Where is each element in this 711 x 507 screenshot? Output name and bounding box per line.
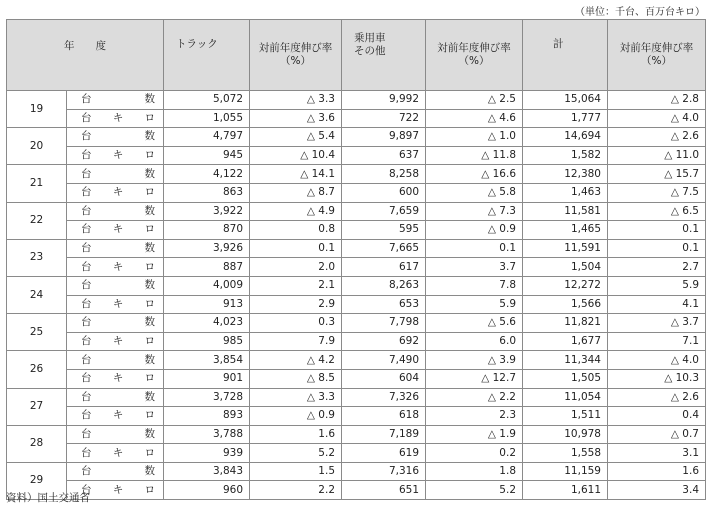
value-cell: △ 4.6 bbox=[426, 109, 523, 128]
table-row bbox=[7, 221, 706, 240]
value-cell: 0.1 bbox=[608, 239, 706, 258]
value-cell: 11,054 bbox=[523, 388, 608, 407]
value-cell: 1,511 bbox=[523, 407, 608, 426]
value-cell: 604 bbox=[342, 369, 426, 388]
row-label-char: 台 bbox=[81, 204, 92, 217]
value-cell: 945 bbox=[164, 146, 250, 165]
value-cell: 7.1 bbox=[608, 332, 706, 351]
table-row bbox=[7, 314, 706, 333]
value-cell: 637 bbox=[342, 146, 426, 165]
table-row bbox=[7, 276, 706, 295]
value-cell: 1,566 bbox=[523, 295, 608, 314]
table-row bbox=[7, 183, 706, 202]
row-label-char: 数 bbox=[144, 130, 155, 143]
row-label-km bbox=[67, 258, 164, 277]
row-label-char: ロ bbox=[144, 223, 155, 236]
row-label-char: 台 bbox=[81, 111, 92, 124]
unit-note: （単位：千台、百万台キロ） bbox=[575, 7, 705, 18]
value-cell: 4,009 bbox=[164, 276, 250, 295]
value-cell: △ 2.8 bbox=[608, 91, 706, 110]
row-label-char: ロ bbox=[144, 372, 155, 385]
row-label-char: 台 bbox=[81, 390, 92, 403]
row-label-char: ロ bbox=[144, 409, 155, 422]
row-label-char: ロ bbox=[144, 260, 155, 273]
value-cell: 1,504 bbox=[523, 258, 608, 277]
row-label-char: キ bbox=[112, 223, 124, 236]
table-row bbox=[7, 146, 706, 165]
value-cell: △ 0.7 bbox=[608, 425, 706, 444]
value-cell: 1.8 bbox=[426, 462, 523, 481]
value-cell: △ 3.9 bbox=[426, 351, 523, 370]
value-cell: 1,465 bbox=[523, 221, 608, 240]
value-cell: 0.1 bbox=[250, 239, 342, 258]
value-cell: △ 2.6 bbox=[608, 388, 706, 407]
value-cell: △ 3.3 bbox=[250, 91, 342, 110]
value-cell: 11,159 bbox=[523, 462, 608, 481]
row-label-km bbox=[67, 407, 164, 426]
value-cell: 595 bbox=[342, 221, 426, 240]
row-label-char: キ bbox=[112, 372, 124, 385]
value-cell: 960 bbox=[164, 481, 250, 500]
row-label-count bbox=[67, 165, 164, 184]
value-cell: △ 3.3 bbox=[250, 388, 342, 407]
year-cell: 19 bbox=[7, 91, 67, 128]
row-label-char: 台 bbox=[81, 186, 92, 199]
value-cell: 4,023 bbox=[164, 314, 250, 333]
row-label-char: ロ bbox=[144, 483, 155, 496]
row-label-char: キ bbox=[112, 335, 124, 348]
row-label-char: 台 bbox=[81, 149, 92, 162]
value-cell: 2.0 bbox=[250, 258, 342, 277]
value-cell: 11,581 bbox=[523, 202, 608, 221]
row-label-char: 台 bbox=[81, 242, 92, 255]
value-cell: △ 8.7 bbox=[250, 183, 342, 202]
row-label-count bbox=[67, 128, 164, 147]
value-cell: 7.8 bbox=[426, 276, 523, 295]
row-label-km bbox=[67, 332, 164, 351]
row-label-km bbox=[67, 146, 164, 165]
value-cell: △ 0.9 bbox=[250, 407, 342, 426]
value-cell: 1,777 bbox=[523, 109, 608, 128]
value-cell: 619 bbox=[342, 444, 426, 463]
value-cell: 3.1 bbox=[608, 444, 706, 463]
value-cell: 1,505 bbox=[523, 369, 608, 388]
row-label-km bbox=[67, 183, 164, 202]
row-label-count bbox=[67, 425, 164, 444]
row-label-char: 台 bbox=[81, 167, 92, 180]
value-cell: 2.3 bbox=[426, 407, 523, 426]
table-row bbox=[7, 165, 706, 184]
value-cell: 0.2 bbox=[426, 444, 523, 463]
value-cell: △ 3.7 bbox=[608, 314, 706, 333]
value-cell: △ 4.0 bbox=[608, 109, 706, 128]
value-cell: 14,694 bbox=[523, 128, 608, 147]
value-cell: 887 bbox=[164, 258, 250, 277]
table-row bbox=[7, 388, 706, 407]
row-label-char: 台 bbox=[81, 130, 92, 143]
row-label-char: キ bbox=[112, 297, 124, 310]
value-cell: △ 10.3 bbox=[608, 369, 706, 388]
row-label-count bbox=[67, 388, 164, 407]
value-cell: 651 bbox=[342, 481, 426, 500]
value-cell: 8,263 bbox=[342, 276, 426, 295]
value-cell: 0.3 bbox=[250, 314, 342, 333]
year-cell: 26 bbox=[7, 351, 67, 388]
value-cell: 3,788 bbox=[164, 425, 250, 444]
table-row bbox=[7, 407, 706, 426]
table-row bbox=[7, 481, 706, 500]
value-cell: 1,055 bbox=[164, 109, 250, 128]
value-cell: △ 11.8 bbox=[426, 146, 523, 165]
year-cell: 27 bbox=[7, 388, 67, 425]
row-label-char: 台 bbox=[81, 260, 92, 273]
row-label-km bbox=[67, 369, 164, 388]
row-label-count bbox=[67, 462, 164, 481]
value-cell: 0.4 bbox=[608, 407, 706, 426]
row-label-char: キ bbox=[112, 260, 124, 273]
year-cell: 22 bbox=[7, 202, 67, 239]
value-cell: 1,558 bbox=[523, 444, 608, 463]
value-cell: △ 12.7 bbox=[426, 369, 523, 388]
row-label-char: ロ bbox=[144, 149, 155, 162]
row-label-char: キ bbox=[112, 149, 124, 162]
row-label-char: 台 bbox=[81, 465, 92, 478]
row-label-char: キ bbox=[112, 483, 124, 496]
value-cell: 3,926 bbox=[164, 239, 250, 258]
row-label-char: 数 bbox=[144, 242, 155, 255]
value-cell: 11,591 bbox=[523, 239, 608, 258]
value-cell: △ 0.9 bbox=[426, 221, 523, 240]
value-cell: △ 2.6 bbox=[608, 128, 706, 147]
year-cell: 25 bbox=[7, 314, 67, 351]
table-body bbox=[7, 91, 706, 500]
row-label-count bbox=[67, 202, 164, 221]
value-cell: 870 bbox=[164, 221, 250, 240]
header-car: 乗用車 その他 bbox=[342, 20, 426, 91]
value-cell: 1.6 bbox=[250, 425, 342, 444]
value-cell: △ 7.5 bbox=[608, 183, 706, 202]
value-cell: 7,659 bbox=[342, 202, 426, 221]
row-label-char: 台 bbox=[81, 353, 92, 366]
value-cell: 9,992 bbox=[342, 91, 426, 110]
value-cell: 692 bbox=[342, 332, 426, 351]
value-cell: 985 bbox=[164, 332, 250, 351]
row-label-count bbox=[67, 91, 164, 110]
row-label-km bbox=[67, 109, 164, 128]
row-label-char: 台 bbox=[81, 372, 92, 385]
row-label-km bbox=[67, 221, 164, 240]
year-cell: 24 bbox=[7, 276, 67, 313]
value-cell: 4,122 bbox=[164, 165, 250, 184]
value-cell: 7.9 bbox=[250, 332, 342, 351]
table-row bbox=[7, 425, 706, 444]
year-cell: 29 bbox=[7, 462, 67, 499]
value-cell: 1,611 bbox=[523, 481, 608, 500]
value-cell: △ 4.0 bbox=[608, 351, 706, 370]
value-cell: 863 bbox=[164, 183, 250, 202]
value-cell: △ 11.0 bbox=[608, 146, 706, 165]
value-cell: 5.9 bbox=[608, 276, 706, 295]
value-cell: 1,677 bbox=[523, 332, 608, 351]
value-cell: 5,072 bbox=[164, 91, 250, 110]
value-cell: 2.2 bbox=[250, 481, 342, 500]
row-label-char: ロ bbox=[144, 335, 155, 348]
value-cell: 893 bbox=[164, 407, 250, 426]
table-row bbox=[7, 128, 706, 147]
table-row bbox=[7, 332, 706, 351]
value-cell: 7,326 bbox=[342, 388, 426, 407]
value-cell: 913 bbox=[164, 295, 250, 314]
header-yoy-truck: 対前年度伸び率 （%） bbox=[250, 20, 342, 91]
row-label-char: 台 bbox=[81, 409, 92, 422]
value-cell: 7,798 bbox=[342, 314, 426, 333]
value-cell: 939 bbox=[164, 444, 250, 463]
year-cell: 21 bbox=[7, 165, 67, 202]
row-label-char: ロ bbox=[144, 111, 155, 124]
header-truck: トラック bbox=[164, 20, 250, 91]
value-cell: 12,380 bbox=[523, 165, 608, 184]
value-cell: △ 2.5 bbox=[426, 91, 523, 110]
value-cell: △ 2.2 bbox=[426, 388, 523, 407]
value-cell: 2.7 bbox=[608, 258, 706, 277]
value-cell: 3,728 bbox=[164, 388, 250, 407]
value-cell: 2.1 bbox=[250, 276, 342, 295]
value-cell: △ 5.8 bbox=[426, 183, 523, 202]
value-cell: 1.5 bbox=[250, 462, 342, 481]
value-cell: 5.9 bbox=[426, 295, 523, 314]
row-label-char: 台 bbox=[81, 279, 92, 292]
value-cell: 10,978 bbox=[523, 425, 608, 444]
value-cell: 8,258 bbox=[342, 165, 426, 184]
value-cell: 4,797 bbox=[164, 128, 250, 147]
table-row bbox=[7, 109, 706, 128]
value-cell: △ 10.4 bbox=[250, 146, 342, 165]
value-cell: 3.4 bbox=[608, 481, 706, 500]
value-cell: 7,316 bbox=[342, 462, 426, 481]
value-cell: 600 bbox=[342, 183, 426, 202]
value-cell: 0.8 bbox=[250, 221, 342, 240]
row-label-count bbox=[67, 239, 164, 258]
value-cell: 7,665 bbox=[342, 239, 426, 258]
row-label-char: 台 bbox=[81, 483, 92, 496]
row-label-char: キ bbox=[112, 409, 124, 422]
year-cell: 28 bbox=[7, 425, 67, 462]
row-label-char: ロ bbox=[144, 446, 155, 459]
value-cell: 6.0 bbox=[426, 332, 523, 351]
vehicle-stats-table bbox=[6, 19, 706, 500]
table-row bbox=[7, 295, 706, 314]
row-label-char: 台 bbox=[81, 297, 92, 310]
source-note: 資料）国土交通省 bbox=[6, 492, 90, 504]
table-row bbox=[7, 444, 706, 463]
row-label-char: 台 bbox=[81, 427, 92, 440]
value-cell: 653 bbox=[342, 295, 426, 314]
row-label-char: キ bbox=[112, 111, 124, 124]
table-row bbox=[7, 369, 706, 388]
value-cell: 617 bbox=[342, 258, 426, 277]
value-cell: △ 4.2 bbox=[250, 351, 342, 370]
row-label-char: 台 bbox=[81, 93, 92, 106]
row-label-km bbox=[67, 444, 164, 463]
value-cell: 722 bbox=[342, 109, 426, 128]
value-cell: 7,490 bbox=[342, 351, 426, 370]
row-label-char: 数 bbox=[144, 465, 155, 478]
value-cell: △ 14.1 bbox=[250, 165, 342, 184]
table-row bbox=[7, 462, 706, 481]
row-label-char: 数 bbox=[144, 279, 155, 292]
value-cell: △ 16.6 bbox=[426, 165, 523, 184]
row-label-char: 数 bbox=[144, 204, 155, 217]
value-cell: 9,897 bbox=[342, 128, 426, 147]
row-label-char: キ bbox=[112, 446, 124, 459]
row-label-char: 台 bbox=[81, 335, 92, 348]
year-cell: 20 bbox=[7, 128, 67, 165]
header-yoy-total: 対前年度伸び率 （%） bbox=[608, 20, 706, 91]
row-label-char: 数 bbox=[144, 167, 155, 180]
row-label-km bbox=[67, 295, 164, 314]
value-cell: 3,922 bbox=[164, 202, 250, 221]
value-cell: 11,344 bbox=[523, 351, 608, 370]
value-cell: 4.1 bbox=[608, 295, 706, 314]
value-cell: △ 3.6 bbox=[250, 109, 342, 128]
row-label-char: 数 bbox=[144, 390, 155, 403]
value-cell: 7,189 bbox=[342, 425, 426, 444]
table-row bbox=[7, 258, 706, 277]
row-label-char: 数 bbox=[144, 316, 155, 329]
row-label-char: ロ bbox=[144, 297, 155, 310]
value-cell: 12,272 bbox=[523, 276, 608, 295]
value-cell: △ 4.9 bbox=[250, 202, 342, 221]
row-label-char: キ bbox=[112, 186, 124, 199]
value-cell: 1,582 bbox=[523, 146, 608, 165]
header-total: 計 bbox=[523, 20, 608, 91]
value-cell: △ 6.5 bbox=[608, 202, 706, 221]
year-cell: 23 bbox=[7, 239, 67, 276]
row-label-char: 台 bbox=[81, 223, 92, 236]
row-label-count bbox=[67, 351, 164, 370]
row-label-count bbox=[67, 314, 164, 333]
row-label-char: 台 bbox=[81, 316, 92, 329]
value-cell: 1.6 bbox=[608, 462, 706, 481]
value-cell: 5.2 bbox=[250, 444, 342, 463]
value-cell: 15,064 bbox=[523, 91, 608, 110]
value-cell: △ 1.0 bbox=[426, 128, 523, 147]
value-cell: 5.2 bbox=[426, 481, 523, 500]
value-cell: 11,821 bbox=[523, 314, 608, 333]
value-cell: 3.7 bbox=[426, 258, 523, 277]
table-row bbox=[7, 91, 706, 110]
value-cell: △ 1.9 bbox=[426, 425, 523, 444]
table-row bbox=[7, 202, 706, 221]
row-label-char: 数 bbox=[144, 353, 155, 366]
header-yoy-car: 対前年度伸び率 （%） bbox=[426, 20, 523, 91]
table-row bbox=[7, 351, 706, 370]
value-cell: 3,854 bbox=[164, 351, 250, 370]
value-cell: 1,463 bbox=[523, 183, 608, 202]
table-row bbox=[7, 239, 706, 258]
value-cell: △ 5.6 bbox=[426, 314, 523, 333]
row-label-char: 数 bbox=[144, 427, 155, 440]
value-cell: △ 8.5 bbox=[250, 369, 342, 388]
row-label-char: ロ bbox=[144, 186, 155, 199]
value-cell: 0.1 bbox=[608, 221, 706, 240]
header-row bbox=[7, 20, 706, 91]
row-label-char: 台 bbox=[81, 446, 92, 459]
value-cell: △ 5.4 bbox=[250, 128, 342, 147]
value-cell: 0.1 bbox=[426, 239, 523, 258]
value-cell: △ 15.7 bbox=[608, 165, 706, 184]
value-cell: △ 7.3 bbox=[426, 202, 523, 221]
row-label-count bbox=[67, 276, 164, 295]
value-cell: 901 bbox=[164, 369, 250, 388]
value-cell: 2.9 bbox=[250, 295, 342, 314]
row-label-char: 数 bbox=[144, 93, 155, 106]
header-year: 年 度 bbox=[7, 20, 164, 91]
value-cell: 618 bbox=[342, 407, 426, 426]
value-cell: 3,843 bbox=[164, 462, 250, 481]
